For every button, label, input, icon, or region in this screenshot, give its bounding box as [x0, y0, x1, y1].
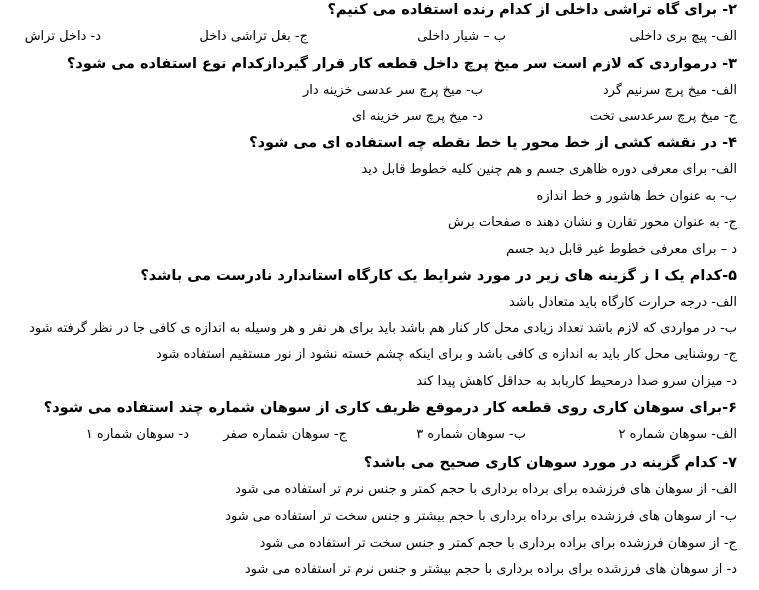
- question-4-text: ۴- در نقشه کشی از خط محور یا خط نقطه چه استفاده ای می شود؟: [249, 135, 737, 151]
- question-2-option-a: الف- پیچ بری داخلی: [629, 29, 737, 44]
- question-6-text: ۶-برای سوهان کاری روی قطعه کار درموقع ظریف کاری از سوهان شماره چند استفاده می شود؟: [43, 400, 737, 416]
- question-7-option-d: د- از سوهان های فرزشده برای براده برداری با حجم بیشتر و جنس نرم تر استفاده می شود: [244, 562, 737, 577]
- question-3-option-d: د- میخ پرچ سر خزینه ای: [351, 109, 483, 124]
- question-4-option-a: الف- برای معرفی دوره ظاهری جسم و هم چنین کلیه خطوط قابل دید: [361, 162, 737, 177]
- question-5-option-a: الف- درجه حرارت کارگاه باید متعادل باشد: [509, 295, 737, 310]
- question-4-option-b: ب- به عنوان خط هاشور و خط اندازه: [536, 189, 737, 204]
- question-6-option-b: ب- سوهان شماره ۳: [416, 427, 526, 442]
- question-3-option-c: ج- میخ پرچ سرعدسی تخت: [589, 109, 737, 124]
- question-3-text: ۳- درمواردی که لازم است سر میخ پرچ داخل قطعه کار قرار گیردازکدام نوع استفاده می شود؟: [67, 56, 737, 72]
- question-5-option-d: د- میزان سرو صدا درمحیط کاربابد به حداقل کاهش پیدا کند: [416, 374, 737, 389]
- question-5-option-c: ج- روشنایی محل کار باید به اندازه ی کافی باشد و برای اینکه چشم خسته نشود از نور مستقیم استفاده شود: [156, 347, 737, 362]
- question-5-option-b: ب- در مواردی که لازم باشد تعداد زیادی محل کار کنار هم باشد باید برای هر نفر و هر وسیله به اندازه ی کافی جا در نظر گرفته شود: [29, 321, 737, 336]
- question-7-option-a: الف- از سوهان های فرزشده برای برداه برداری با حجم کمتر و جنس نرم تر استفاده می شود: [235, 482, 737, 497]
- question-2-option-b: ب – شیار داخلی: [417, 29, 506, 44]
- question-3-option-a: الف- میخ پرچ سرنیم گرد: [602, 83, 737, 98]
- question-5-text: ۵-کدام یک ا ز گزینه های زیر در مورد شرایط یک کارگاه استاندارد نادرست می باشد؟: [140, 268, 737, 284]
- question-7-option-b: ب- از سوهان های فرزشده برای برداه برداری با حجم بیشتر و جنس سخت تر استفاده می شود: [225, 509, 737, 524]
- question-6-option-a: الف- سوهان شماره ۲: [618, 427, 737, 442]
- question-3-option-b: ب- میخ پرچ سر عدسی خزینه دار: [303, 83, 483, 98]
- question-4-option-c: ج- به عنوان محور تقارن و نشان دهند ه صفحات برش: [448, 215, 737, 230]
- question-4-option-d: د – برای معرفی خطوط غیر قابل دید جسم: [506, 242, 737, 257]
- question-6-option-c: ج- سوهان شماره صفر: [223, 427, 347, 442]
- question-2-text: ۲- برای گاه تراشی داخلی از کدام رنده استفاده می کنیم؟: [327, 2, 737, 18]
- question-2-option-c: ج- بغل تراشی داخل: [199, 29, 308, 44]
- question-7-option-c: ج- از سوهان فرزشده برای براده برداری با حجم کمتر و جنس سخت تر استفاده می شود: [259, 536, 737, 551]
- question-2-option-d: د- داخل تراش: [24, 29, 101, 44]
- question-6-option-d: د- سوهان شماره ۱: [85, 427, 189, 442]
- question-7-text: ۷- کدام گزینه در مورد سوهان کاری صحیح می باشد؟: [363, 455, 737, 471]
